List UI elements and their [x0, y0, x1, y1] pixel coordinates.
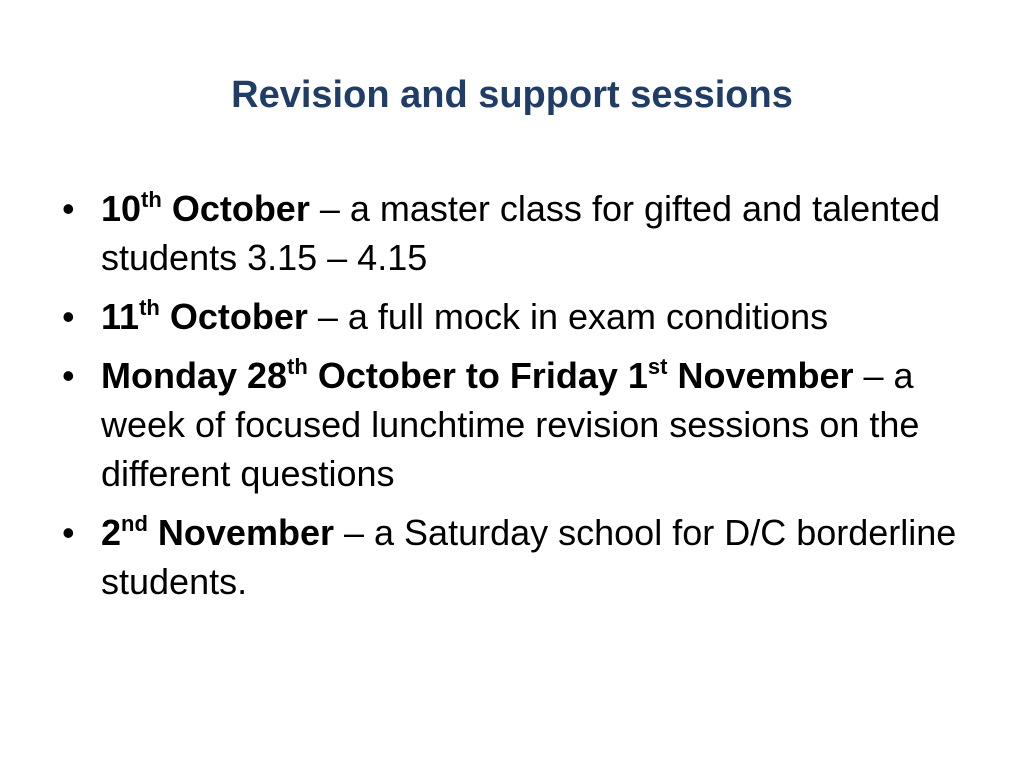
bullet-dot: • — [62, 188, 75, 229]
bullet-description: – a week of focused lunchtime revision sessions on the different questions — [101, 355, 920, 494]
bullet-description: – a Saturday school for D/C borderline students. — [101, 512, 957, 602]
bullet-item-10-october — [62, 184, 962, 282]
bullet-item-lunchtime-week — [62, 351, 962, 498]
bullet-dot: • — [62, 355, 75, 396]
bullet-date: 11th October — [101, 295, 308, 337]
bullet-date: Monday 28th October to Friday 1st November — [101, 354, 854, 396]
bullet-item-2-november — [62, 508, 962, 606]
bullet-list — [62, 184, 962, 616]
slide-title: Revision and support sessions — [231, 74, 793, 116]
bullet-date: 10th October — [101, 187, 310, 229]
bullet-item-11-october — [62, 292, 962, 341]
bullet-dot: • — [62, 296, 75, 337]
bullet-description: – a master class for gifted and talented students 3.15 – 4.15 — [101, 188, 941, 278]
bullet-date: 2nd November — [101, 511, 334, 553]
bullet-dot: • — [62, 512, 75, 553]
bullet-description: – a full mock in exam conditions — [307, 296, 829, 337]
